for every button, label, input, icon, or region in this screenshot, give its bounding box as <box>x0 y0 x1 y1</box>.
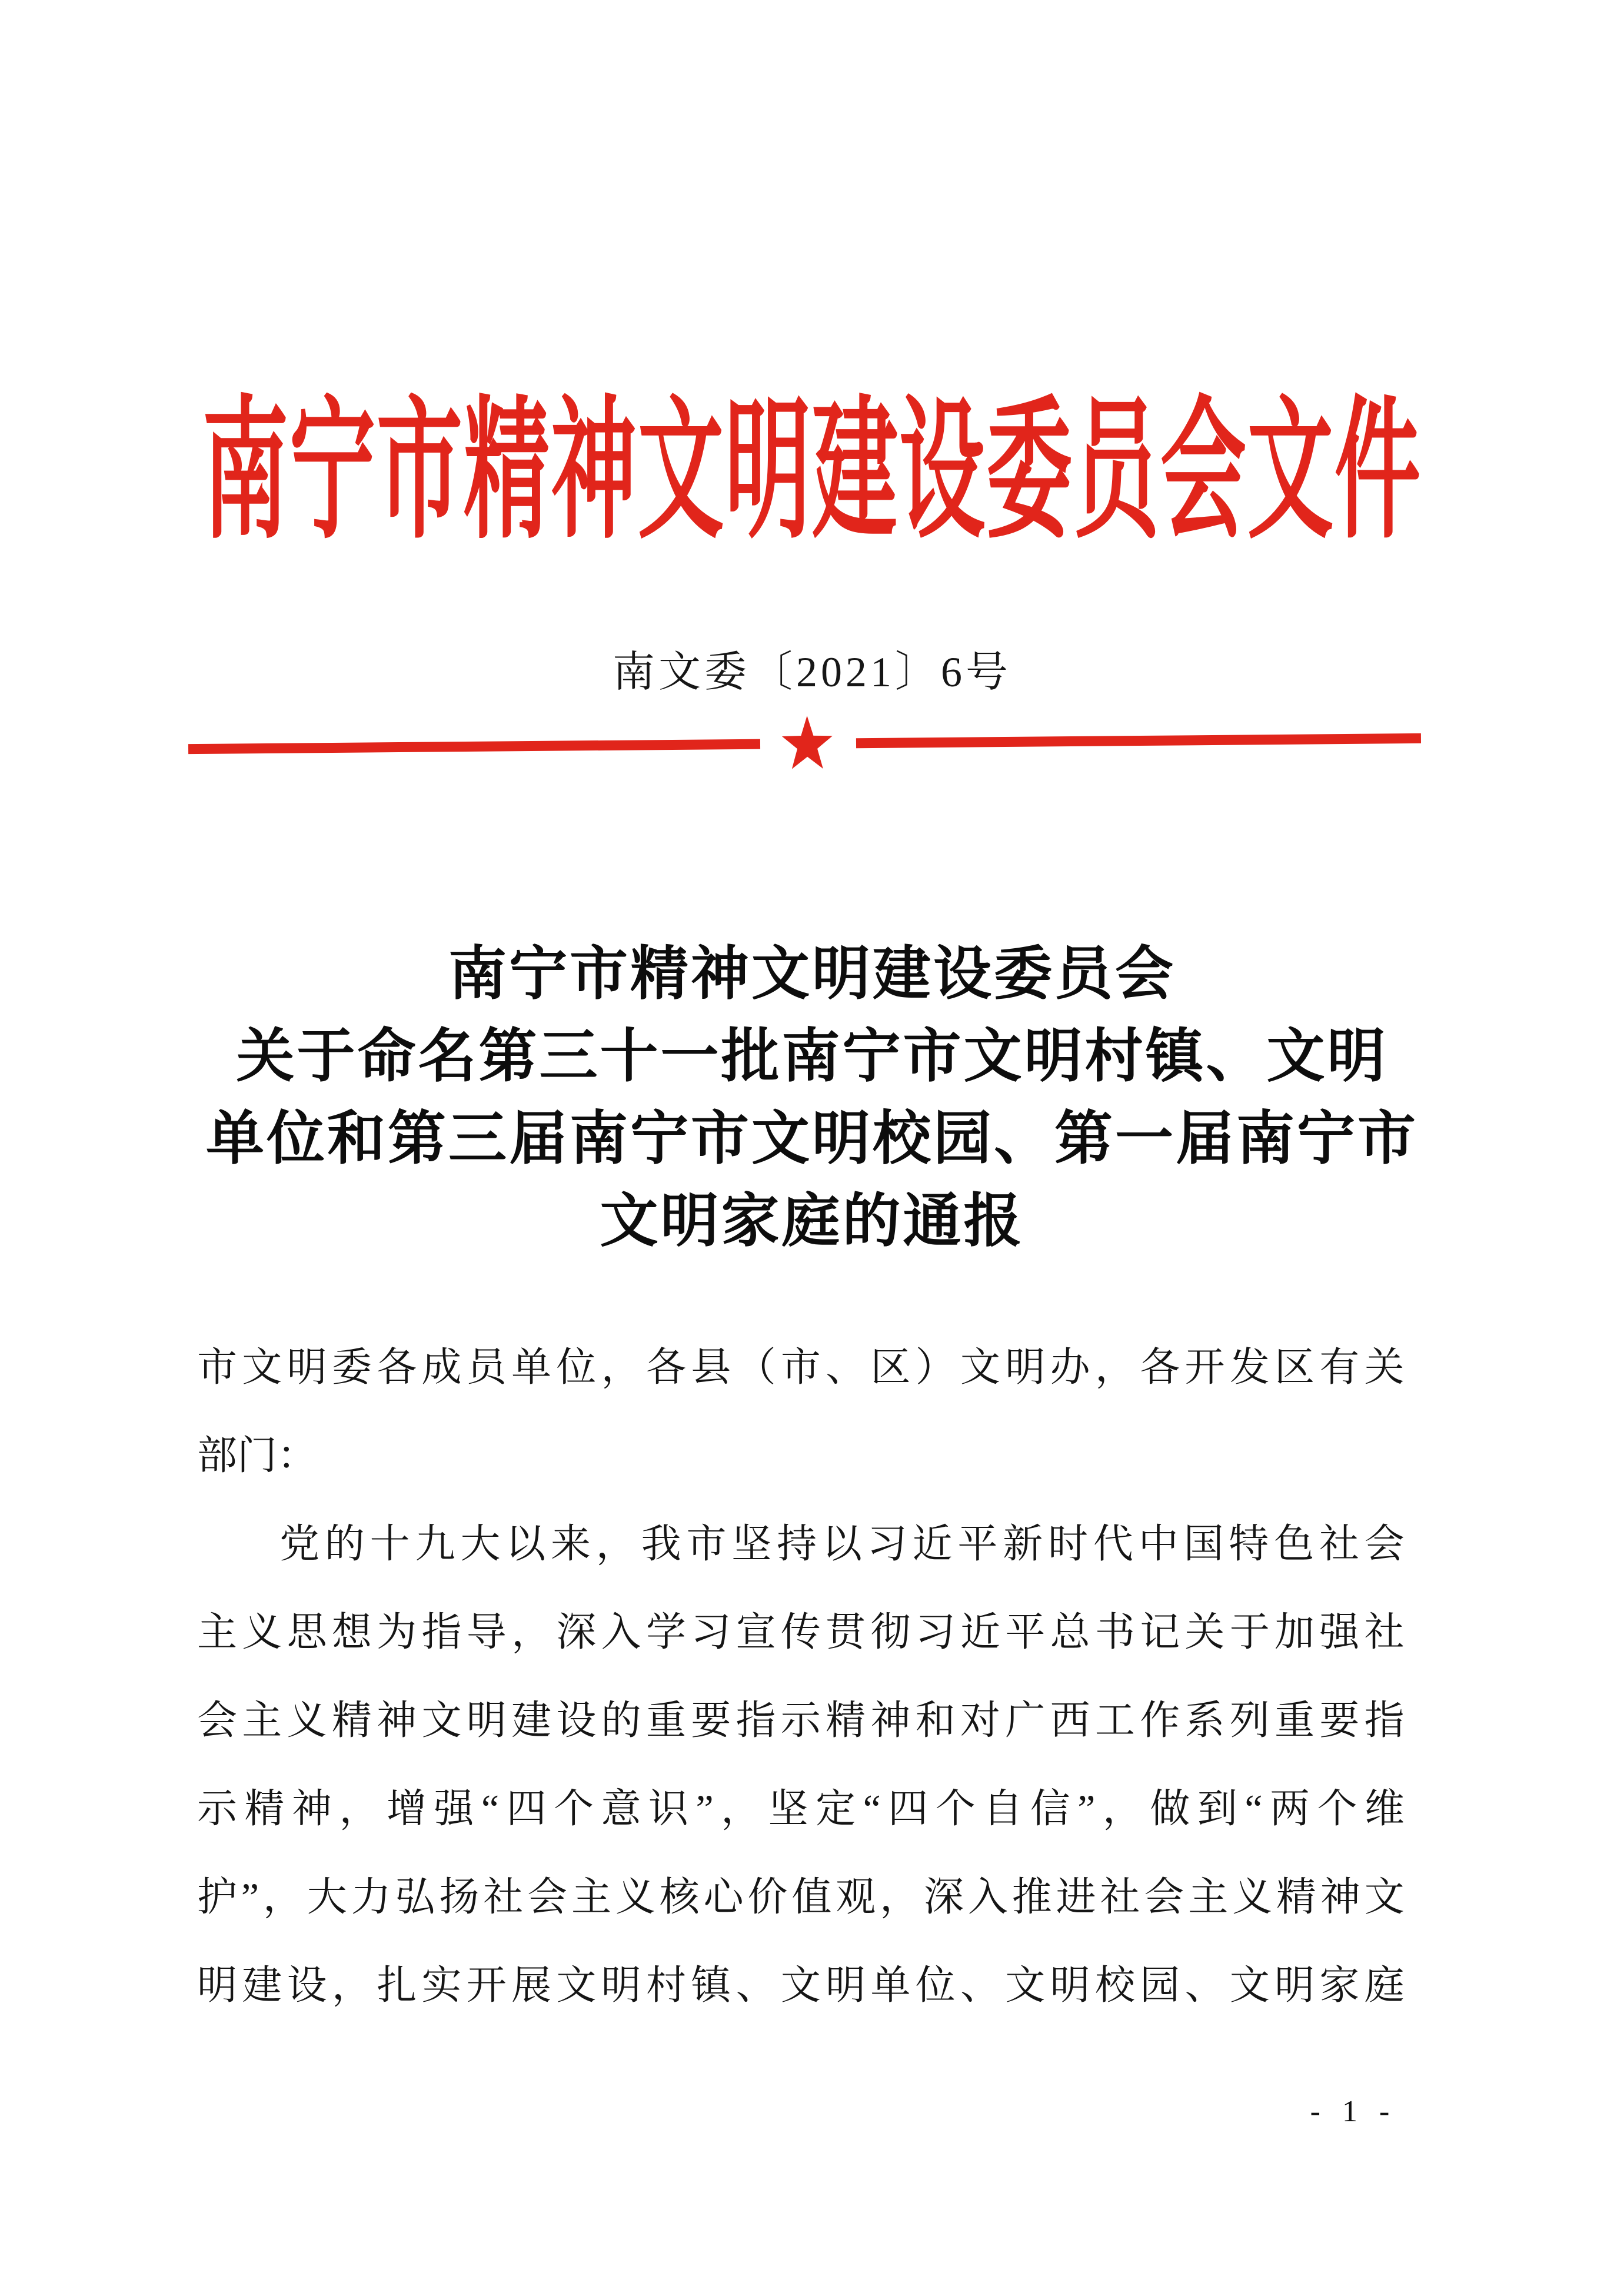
title-line: 南宁市精神文明建设委员会 <box>448 942 1176 1006</box>
masthead-title: 南宁市精神文明建设委员会文件 <box>202 387 1422 557</box>
title-line: 关于命名第三十一批南宁市文明村镇、文明 <box>236 1025 1388 1089</box>
body-line: 明 建 设 ， 扎 实 开 展 文 明 村 镇 、 文 明 单 位 、 文 明 校 园 、 文 明 家 庭 <box>197 1963 1405 2008</box>
body-line: 部门： <box>197 1433 318 1478</box>
doc-number: 南文委〔2021〕6号 <box>612 649 1011 696</box>
body-line: 主 义 思 想 为 指 导 ， 深 入 学 习 宣 传 贯 彻 习 近 平 总 书 记 关 于 加 强 社 <box>197 1610 1405 1655</box>
red-star-icon <box>780 715 836 776</box>
red-divider <box>188 728 1421 762</box>
body-line: 示 精 神 ， 增 强 “ 四 个 意 识 ” ， 坚 定 “ 四 个 自 信 ” ， 做 到 “ 两 个 维 <box>197 1786 1405 1831</box>
page-number: - 1 - <box>1310 2095 1397 2128</box>
title-line: 文明家庭的通报 <box>600 1190 1024 1254</box>
red-divider-line-left <box>188 739 760 754</box>
red-divider-line-right <box>856 733 1421 748</box>
body-line: 护 ” ， 大 力 弘 扬 社 会 主 义 核 心 价 值 观 ， 深 入 推 进 社 会 主 义 精 神 文 <box>197 1875 1405 1919</box>
title-line: 单位和第三届南宁市文明校园、第一届南宁市 <box>206 1107 1418 1171</box>
body-line: 会 主 义 精 神 文 明 建 设 的 重 要 指 示 精 神 和 对 广 西 工 作 系 列 重 要 指 <box>197 1698 1405 1743</box>
body-text <box>197 1344 1405 2050</box>
body-line: 市 文 明 委 各 成 员 单 位 ， 各 县 （ 市 、 区 ） 文 明 办 ， 各 开 发 区 有 关 <box>197 1345 1405 1390</box>
body-line: 党 的 十 九 大 以 来 ， 我 市 坚 持 以 习 近 平 新 时 代 中 国 特 色 社 会 <box>279 1521 1405 1566</box>
document-title <box>0 940 1624 1270</box>
